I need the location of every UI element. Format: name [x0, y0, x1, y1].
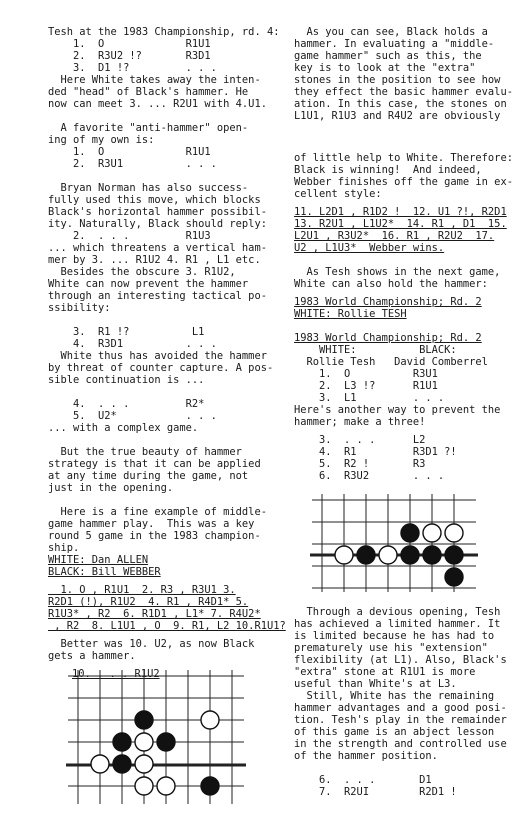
text-line: through an interesting tactical po- — [48, 290, 267, 302]
text-line: White can now prevent the hammer — [48, 278, 249, 290]
text-line: now can meet 3. ... R2U1 with 4.U1. — [48, 98, 267, 110]
black-player-line: BLACK: Bill WEBBER — [48, 566, 161, 578]
text-line: useful than White's at L3. — [294, 678, 457, 690]
text-line: ity. Naturally, Black should reply: — [48, 218, 267, 230]
text-line: just in the opening. — [48, 482, 174, 494]
right-block-2 — [294, 152, 526, 200]
text-line: of the hammer position. — [294, 750, 438, 762]
text-line: As Tesh shows in the next game, — [294, 266, 501, 278]
left-block-5 — [48, 446, 273, 494]
black-stone — [201, 777, 219, 795]
text-line: at any time during the game, not — [48, 470, 249, 482]
right-block-4 — [294, 404, 526, 428]
white-stone — [135, 755, 153, 773]
black-stone — [113, 755, 131, 773]
text-line: Better was 10. U2, as now Black — [48, 638, 255, 650]
text-line: Through a devious opening, Tesh — [294, 606, 501, 618]
move-line: 4. R1 R3D1 ?! — [294, 446, 457, 458]
white-player-line: WHITE: Rollie TESH — [294, 308, 407, 320]
right-block-1 — [294, 26, 526, 122]
text-line: flexibility (at L1). Also, Black's — [294, 654, 507, 666]
text-line: ship. — [48, 542, 80, 554]
left-block-2 — [48, 122, 273, 170]
text-line: hammer; make a three! — [294, 416, 426, 428]
white-stone — [201, 711, 219, 729]
move-line: 5. U2* . . . — [48, 410, 217, 422]
move-line: 6. . . . D1 — [294, 774, 432, 786]
text-line: stones in the position to see how — [294, 74, 501, 86]
black-stone — [401, 524, 419, 542]
white-stone — [135, 777, 153, 795]
right-column-lower — [294, 606, 526, 798]
text-line: ... with a complex game. — [48, 422, 199, 434]
move-line: 6. R3U2 . . . — [294, 470, 445, 482]
move-line: 2. L3 !? R1U1 — [294, 380, 438, 392]
left-block-6 — [48, 506, 273, 578]
text-line: ded "head" of Black's hammer. He — [48, 86, 249, 98]
text-line: Tesh at the 1983 Championship, rd. 4: — [48, 26, 280, 38]
text-line: tion. Tesh's play in the remainder — [294, 714, 507, 726]
text-line: game hammer play. This was a key — [48, 518, 255, 530]
text-line: round 5 game in the 1983 champion- — [48, 530, 261, 542]
left-column — [48, 26, 286, 680]
text-line: Black's horizontal hammer possibil- — [48, 206, 267, 218]
move-line: 1. O R1U1 — [48, 146, 211, 158]
black-stone — [157, 733, 175, 751]
text-line: mer by 3. ... R1U2 4. R1 , L1 etc. — [48, 254, 261, 266]
move-line: 11. L2D1 , R1D2 ! 12. U1 ?!, R2D1 — [294, 206, 507, 218]
text-line: L1U1, R1U3 and R4U2 are obviously — [294, 110, 501, 122]
move-line: 2. R3U1 . . . — [48, 158, 217, 170]
black-stone — [445, 568, 463, 586]
text-line: gets a hammer. — [48, 650, 136, 662]
text-line: in the strength and controlled use — [294, 738, 507, 750]
text-line: Black is winning! And indeed, — [294, 164, 482, 176]
left-block-4 — [48, 326, 273, 434]
right-block-5 — [294, 606, 526, 762]
text-line: Here White takes away the inten- — [48, 74, 261, 86]
text-line: hammer. In evaluating a "middle- — [294, 38, 495, 50]
text-line: ation. In this case, the stones on — [294, 98, 507, 110]
text-line: fully used this move, which blocks — [48, 194, 261, 206]
text-line: of this game is an abject lesson — [294, 726, 495, 738]
text-line — [48, 386, 273, 398]
player-names: Rollie Tesh David Comberrel — [294, 356, 488, 368]
text-line: White can also hold the hammer: — [294, 278, 488, 290]
black-stone — [401, 546, 419, 564]
right-column — [294, 26, 526, 482]
text-line: Besides the obscure 3. R1U2, — [48, 266, 236, 278]
move-line: 3. R1 !? L1 — [48, 326, 205, 338]
text-line: has achieved a limited hammer. It — [294, 618, 501, 630]
text-line: Bryan Norman has also success- — [48, 182, 249, 194]
text-line: ... which threatens a vertical ham- — [48, 242, 267, 254]
move-line: 3. . . . L2 — [294, 434, 426, 446]
move-line: 2. . . . R1U3 — [48, 230, 211, 242]
left-block-1 — [48, 26, 280, 110]
column-headers: WHITE: BLACK: — [294, 344, 457, 356]
text-line: White thus has avoided the hammer — [48, 350, 267, 362]
left-block-3 — [48, 182, 273, 314]
move-line: 3. D1 !? . . . — [48, 62, 217, 74]
opening-moves — [294, 368, 526, 404]
text-line: strategy is that it can be applied — [48, 458, 261, 470]
white-stone — [445, 524, 463, 542]
move-line: 1. O , R1U1 2. R3 , R3U1 3. — [48, 584, 236, 596]
text-line: Still, White has the remaining — [294, 690, 495, 702]
board-right-svg — [308, 492, 480, 594]
move-line: 1. O R1U1 — [48, 38, 211, 50]
text-line: game hammer" such as this, the — [294, 50, 482, 62]
text-line: cellent style: — [294, 188, 382, 200]
black-stone — [135, 711, 153, 729]
text-line: ssibility: — [48, 302, 111, 314]
diagram-caption: 10. . . . R1U2 — [72, 668, 160, 680]
white-stone — [135, 733, 153, 751]
white-stone — [157, 777, 175, 795]
move-line: R2D1 (!), R1U2 4. R1 , R4D1* 5. — [48, 596, 249, 608]
white-stone — [379, 546, 397, 564]
white-stone — [423, 524, 441, 542]
right-block-3 — [294, 266, 526, 290]
board-diagram-right — [308, 492, 480, 594]
move-line: 2. R3U2 !? R3D1 — [48, 50, 211, 62]
game-heading: 1983 World Championship; Rd. 2 — [294, 332, 482, 344]
text-line: by threat of counter capture. A pos- — [48, 362, 274, 374]
text-line: sible continuation is ... — [48, 374, 205, 386]
text-line: is limited because he has had to — [294, 630, 495, 642]
text-line: As you can see, Black holds a — [294, 26, 488, 38]
move-line: 3. L1 . . . — [294, 392, 445, 404]
move-line: R1U3* , R2 6. R1D1 , L1* 7. R4U2* — [48, 608, 261, 620]
text-line: of little help to White. Therefore: — [294, 152, 513, 164]
move-line: 4. . . . R2* — [48, 398, 205, 410]
move-line: L2U1 , R3U2* 16. R1 , R2U2 17. — [294, 230, 495, 242]
text-line: prematurely use his "extension" — [294, 642, 488, 654]
move-line: U2 , L1U3* Webber wins. — [294, 242, 445, 254]
text-line: hammer advantages and a good posi- — [294, 702, 507, 714]
text-line: But the true beauty of hammer — [48, 446, 242, 458]
move-line: 5. R2 ! R3 — [294, 458, 426, 470]
move-line: 7. R2UI R2D1 ! — [294, 786, 457, 798]
text-line: ing of my own is: — [48, 134, 155, 146]
white-player-line: WHITE: Dan ALLEN — [48, 554, 149, 566]
move-line: 1. O R3U1 — [294, 368, 438, 380]
move-line: , R2 8. L1U1 , O 9. R1, L2 10.R1U1? — [48, 620, 286, 632]
black-stone — [113, 733, 131, 751]
text-line: Here is a fine example of middle- — [48, 506, 267, 518]
text-line: they effect the basic hammer evalu- — [294, 86, 513, 98]
black-stone — [445, 546, 463, 564]
text-line: A favorite "anti-hammer" open- — [48, 122, 249, 134]
moves-2 — [294, 434, 526, 482]
board-left-svg — [62, 668, 250, 808]
game-moves — [48, 584, 286, 632]
finish-moves — [294, 206, 526, 254]
move-line: 13. R2U1 , L1U2* 14. R1 , D1 15. — [294, 218, 507, 230]
text-line: "extra" stone at R1U1 is more — [294, 666, 476, 678]
left-block-7 — [48, 638, 273, 662]
white-stone — [91, 755, 109, 773]
text-line: key is to look at the "extra" — [294, 62, 476, 74]
white-stone — [335, 546, 353, 564]
text-line: Here's another way to prevent the — [294, 404, 501, 416]
game-heading: 1983 World Championship; Rd. 2 — [294, 296, 482, 308]
board-diagram-left — [62, 668, 250, 808]
text-line: Webber finishes off the game in ex- — [294, 176, 513, 188]
black-stone — [423, 546, 441, 564]
moves-3 — [294, 774, 526, 798]
black-stone — [357, 546, 375, 564]
move-line: 4. R3D1 . . . — [48, 338, 217, 350]
